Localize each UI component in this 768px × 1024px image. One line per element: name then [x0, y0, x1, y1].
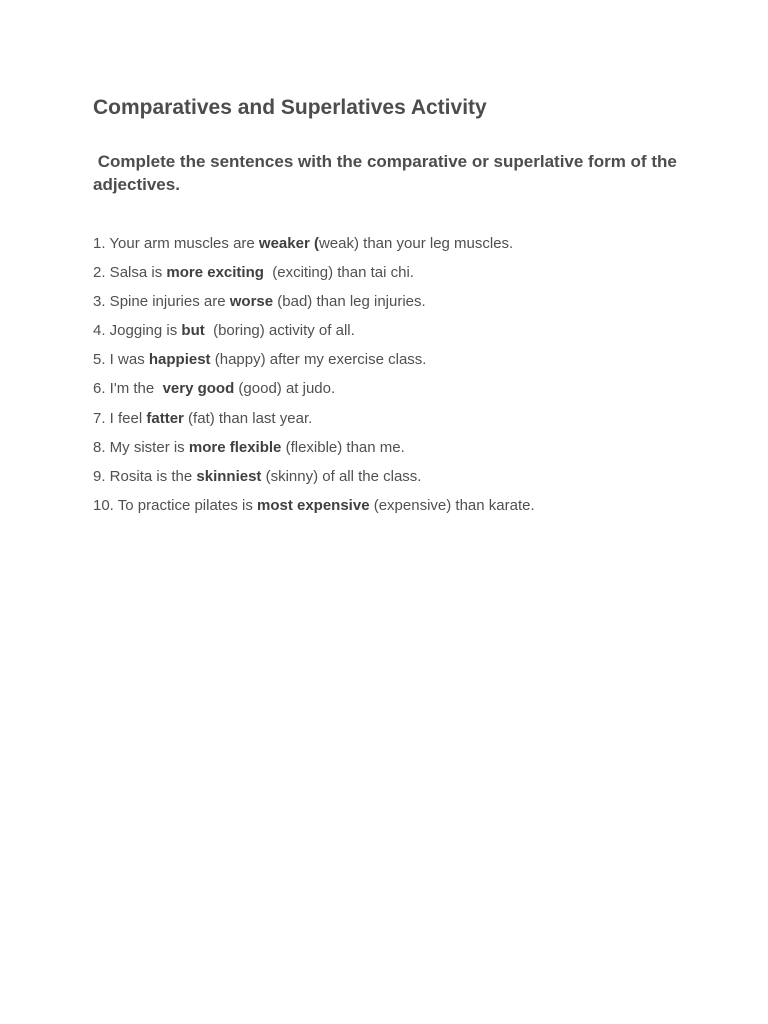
page-title: Comparatives and Superlatives Activity: [93, 96, 487, 119]
exercise-item: [93, 234, 535, 263]
exercise-item: [93, 438, 535, 467]
item-answer: skinniest: [196, 467, 262, 485]
exercise-item: [93, 321, 535, 350]
item-number: 6.: [93, 380, 106, 398]
exercise-item: [93, 467, 535, 496]
item-number: 7.: [93, 409, 106, 427]
item-number: 9.: [93, 467, 106, 485]
item-number: 10.: [93, 496, 114, 514]
exercise-item: [93, 292, 535, 321]
item-text-after: weak) than your leg muscles.: [318, 235, 514, 252]
item-number: 4.: [93, 322, 106, 340]
item-number: 1.: [93, 235, 106, 252]
item-text-before: Rosita is the: [105, 467, 197, 485]
item-text-after: (good) at judo.: [234, 380, 336, 398]
item-answer: happiest: [148, 351, 211, 369]
item-text-before: My sister is: [105, 438, 189, 456]
item-text-before: To practice pilates is: [113, 496, 257, 514]
item-text-after: (skinny) of all the class.: [261, 467, 422, 485]
item-number: 8.: [93, 438, 106, 456]
item-number: 2.: [93, 264, 106, 282]
item-text-before: I feel: [105, 409, 147, 427]
item-answer: more exciting: [166, 264, 264, 282]
item-text-before: Jogging is: [105, 322, 182, 340]
instructions: Complete the sentences with the comparative or superlative form of the adjectives.: [93, 152, 682, 194]
item-answer: very good: [162, 380, 235, 398]
item-answer: more flexible: [188, 438, 282, 456]
item-text-after: (flexible) than me.: [281, 438, 405, 456]
item-answer: most expensive: [256, 496, 370, 514]
item-text-before: I was: [105, 351, 149, 369]
item-text-after: (expensive) than karate.: [369, 496, 535, 514]
item-text-after: (boring) activity of all.: [204, 322, 355, 340]
item-text-before: Spine injuries are: [105, 293, 230, 311]
item-number: 3.: [93, 293, 106, 311]
item-answer: worse: [229, 293, 274, 311]
exercise-item: [93, 379, 535, 408]
exercise-item: [93, 350, 535, 379]
item-text-after: (bad) than leg injuries.: [273, 293, 426, 311]
exercise-item: [93, 496, 535, 525]
item-text-before: Salsa is: [105, 264, 167, 282]
exercise-list: [93, 234, 535, 525]
exercise-item: [93, 263, 535, 292]
item-answer: fatter: [146, 409, 184, 427]
item-text-after: (exciting) than tai chi.: [263, 264, 414, 282]
item-answer: but: [181, 322, 205, 340]
item-text-before: I'm the: [105, 380, 163, 398]
item-text-after: (fat) than last year.: [183, 409, 313, 427]
item-number: 5.: [93, 351, 106, 369]
item-text-before: Your arm muscles are: [105, 235, 259, 252]
item-answer: weaker (: [258, 235, 319, 252]
item-text-after: (happy) after my exercise class.: [210, 351, 427, 369]
exercise-item: [93, 409, 535, 438]
